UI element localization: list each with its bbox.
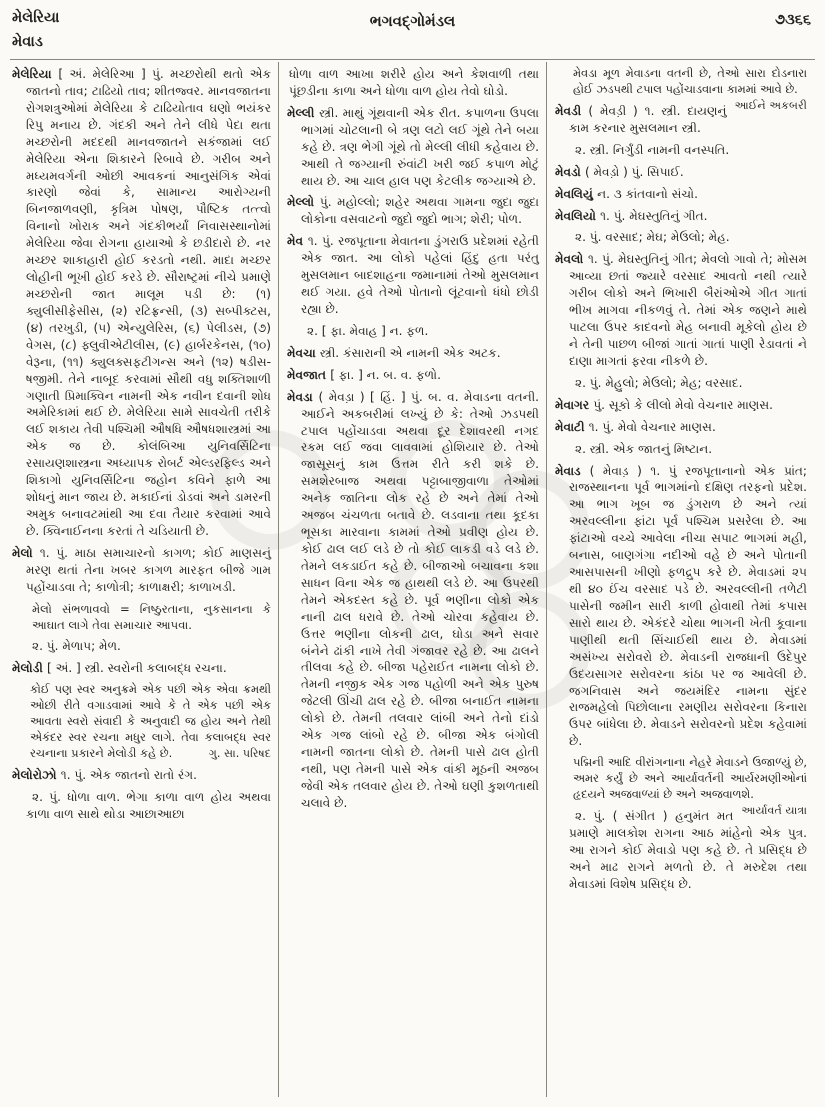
dictionary-entry: મેલો ૧. પું. માઠા સમાચારનો કાગળ; કોઈ માણસનું મરણ થતાં તેના ખબર કાગળ મારફત બીજે ગામ પહોંચાડવા તે; કાળોત્રી; કાળાક્ષરી; કાળાખડી.	[12, 545, 271, 594]
book-title: ભગવદ્ગોમંડલ	[369, 12, 456, 30]
headword: મેવલિયો	[555, 208, 601, 223]
page-number: ૭૩૬૬	[775, 12, 811, 28]
entry-sense: ૨. પું. મેહુલો; મેઉલો; મેહ; વરસાદ.	[575, 375, 743, 390]
headword: મેવલિયું	[555, 186, 598, 201]
entry-sense: ૨. પું. ( સંગીત ) હનુમંત મત પ્રમાણે માલકોશ રાગના આઠ માંહેનો એક પુત્ર. આ રાગને કોઈ મેવાડો પણ કહે છે. તે પ્રસિદ્ધ છે અને માઢ રાગને મળતો છે. તે મરુદેશ તથા મેવાડમાં વિશેષ પ્રસિદ્ધ છે.	[569, 809, 807, 891]
headword: મેવાટી	[555, 419, 589, 434]
entry-quote: મેવડા મૂળ મેવાડના વતની છે, તેઓ સારા દોડનારા હોઈ ઝડપથી ટપાલ પહોંચાડવાના કામમાં આવે છે. આઈને અકબરી	[573, 66, 807, 112]
entry-quote: પદ્મિની આદિ વીરાંગનાના નેહરે મેવાડને ઉજાળ્યું છે, અમર કર્યું છે અને આર્યાવર્તની આર્યરમણીઓનાં હૃદયને અજવાળ્યાં છે અને અજવાળશે. આર્યાવર્ત યાત્રા	[573, 755, 807, 818]
headword: મેલેરિયા	[12, 67, 59, 81]
dictionary-entry: મેવલિયું ન. ૩ કાંતવાનો સંચો.	[555, 186, 698, 201]
dictionary-entry: મેવાગર પું. સૂકો કે લીલો મેવો વેચનાર માણસ.	[555, 397, 773, 412]
entry-quote: કોઈ પણ સ્વર અનુક્રમે એક પછી એક એવા ક્રમથી ઓછી રીતે વગાડવામાં આવે કે તે એક પછી એક આવતા સ્વરો સંવાદી કે અનુવાદી જ હોય અને તેથી એકંદર સ્વર રચના મધુર લાગે. તેવા કલાબદ્ધ સ્વર રચનાના પ્રકારને મેલોડી કહે છે. ગુ. સા. પરિષદ	[30, 681, 271, 760]
headword: મેવજાત	[287, 367, 331, 382]
dictionary-entry: મેલોરોઝો ૧. પું. એક જાતનો રાતો રંગ.	[12, 767, 197, 782]
page-header	[10, 8, 815, 60]
entry-sense: ૨. સ્ત્રી. નિર્ગુંડી નામની વનસ્પતિ.	[575, 142, 730, 157]
dictionary-entry: મેલોડી [ અં. ] સ્ત્રી. સ્વરોની કલાબદ્ધ રચના.	[12, 660, 227, 675]
guide-word-top: મેલેરિયા	[12, 10, 60, 26]
headword: મેવલો	[555, 252, 588, 267]
entry-sense: ૨. પું. ધોળા વાળ. ભેગા કાળા વાળ હોય અથવા કાળા વાળ સાથે થોડા આછાઆછા	[26, 789, 271, 821]
dictionary-entry: મેવ ૧. પું. રજપૂતાના મેવાતના ડુંગરાઉ પ્રદેશમાં રહેતી એક જાત. આ લોકો પહેલાં હિંદુ હતા પરંતુ મુસલમાન બાદશાહના જમાનામાં તેઓ મુસલમાન થઈ ગયા. હવે તેઓ પોતાનો લૂંટવાનો ધંધો છોડી રહ્યા છે.	[287, 234, 539, 316]
headword: મેવાગર	[555, 397, 594, 412]
headword: મેલોરોઝો	[12, 767, 61, 782]
dictionary-entry: મેવડા ( મેવડ઼ા ) [ હિં. ] પું. બ. વ. મેવાડના વતની. આઈને અકબરીમાં લખ્યું છે કે: તેઓ ઝડપથી ટપાલ પહોંચાડવા અથવા દૂર દેશાવરથી નગદ રકમ લઈ જવા લાવવામાં હોશિયાર છે. તેઓ જાસૂસનું કામ ઉત્તમ રીતે કરી શકે છે. સમશેરબાજ અથવા પટ્ટાબાજીવાળા તેઓમાં અનેક જાતિના લોક રહે છે અને તેમાં તેઓ અજબ ચંચળતા બતાવે છે. લડવાના તથા કૂદકા ભૂસકા મારવાના કામમાં તેઓ પ્રવીણ હોય છે. કોઈ ઢાલ લઈ લડે છે તો કોઈ લાકડી વડે લડે છે. તેમને લકડાઈત કહે છે. બીજાઓ બચાવના કશા સાધન વિના એક જ હાથથી લડે છે. આ ઉપરથી તેમને એકદસ્ત કહે છે. પૂર્વ ભણીના લોકો એક નાની ઢાલ ધરાવે છે. તેઓ ચોરવા કહેવાય છે. ઉત્તર ભણીના લોકની ઢાલ, ઘોડા અને સવાર બંનેને ઢાંકી નાખે તેવી ગંજાવર રહે છે. આ ઢાલને તીલવા કહે છે. બીજા પહેરાઈત નામના લોકો છે. તેમની નજીક એક ગજ પહોળી અને એક પુરુષ જેટલી ઊંચી ઢાલ રહે છે. બીજા બનાઈત નામના લોકો છે. તેમની તલવાર લાંબી અને તેનો દાંડો એક ગજ લાંબો રહે છે. બીજા એક બંગોલી નામની જાતના લોકો છે. તેમની પાસે ઢાલ હોતી નથી, પણ તેમની પાસે એક વાંકી મૂઠની અજબ જેવી એક તલવાર હોય છે. તેઓ ઘણી કુશળતાથી ચલાવે છે.	[287, 389, 540, 810]
dictionary-entry: મેવડી ( મેવડ઼ી ) ૧. સ્ત્રી. દાયણનું કામ કરનાર મુસલમાન સ્ત્રી.	[555, 103, 727, 135]
header-divider	[10, 59, 815, 60]
entry-sense: ૨. પું. વરસાદ; મેઘ; મેઉલો; મેહ.	[575, 230, 730, 245]
dictionary-column-2	[278, 62, 546, 1097]
dictionary-entry: મેલ્લો પું. મહોલ્લો; શહેર અથવા ગામના જુદા જુદા લોકોના વસવાટનો જુદો જુદો ભાગ; શેરી; પોળ.	[287, 195, 539, 227]
entry-sense: ૨. પું. મેળાપ; મેળ.	[32, 639, 121, 654]
headword: મેવડી	[555, 103, 589, 118]
entry-idiom: મેલો સંભળાવવો = નિષ્ઠુરતાના, નુકસાનના કે આઘાત લાગે તેવા સમાચાર આપવા.	[32, 601, 271, 632]
quote-attribution: આઈને અકબરી	[734, 98, 807, 112]
headword: મેવાડ	[555, 463, 590, 478]
headword: મેવડો	[555, 164, 585, 179]
dictionary-entry: મેવાટી ૧. પું. મેવો વેચનાર માણસ.	[555, 419, 716, 434]
dictionary-entry: મેવલિયો ૧. પું. મેઘસ્તુતિનું ગીત.	[555, 208, 708, 223]
headword: મેલોડી	[12, 660, 48, 675]
headword: મેવડા	[287, 389, 319, 404]
guide-word-bottom: મેવાડ	[12, 34, 43, 50]
dictionary-entry: મેલ્લી સ્ત્રી. માથું ગૂંથવાની એક રીત. કપાળના ઉપલા ભાગમાં ચોટલાની બે ત્રણ લટો લઈ ગૂંથે તેને બયા કહે છે. ત્રણ ભેગી ગૂંથે તો મેલ્લી લીધી કહેવાય છે. આથી તે જગ્યાની રુંવાંટી ખરી જઈ કપાળ મોટું થાય છે. આ ચાલ હાલ પણ કેટલીક જગ્યાએ છે.	[287, 105, 539, 188]
entry-sense: ૨. સ્ત્રી. એક જાતનું મિષ્ટાન.	[575, 441, 713, 456]
entry-sense: ૨. [ ફા. મેવાહ ] ન. ફળ.	[307, 323, 429, 338]
quote-attribution: આર્યાવર્ત યાત્રા	[741, 804, 807, 818]
headword: મેલ્લો	[287, 195, 320, 210]
headword: મેવ	[287, 234, 308, 249]
entry-continuation: ધોળા વાળ આખા શરીરે હોય અને કેશવાળી તથા પૂંછડીના કાળા અને ધોળા વાળ હોય તેવો ઘોડો.	[289, 67, 539, 98]
dictionary-entry: મેવડો ( મેવડ઼ો ) પું. સિપાઈ.	[555, 164, 684, 179]
dictionary-entry: મેવાડ ( મેવાડ઼ ) ૧. પું રજપૂતાનાનો એક પ્રાંત; રાજસ્થાનના પૂર્વ ભાગમાંનો દક્ષિણ તરફનો પ્રદેશ. આ ભાગ ખૂબ જ ડુંગરાળ છે અને ત્યાં અરવલ્લીના ફાંટા પૂર્વ પશ્ચિમ પ્રસરેલા છે. આ ફાંટાઓ વચ્ચે આવેલા નીચા સપાટ ભાગમાં મહી, બનાસ, બાણગંગા નદીઓ વહે છે અને પોતાની આસપાસની ખીણો ફળદ્રુપ કરે છે. મેવાડમાં ૨૫ થી ૪૦ ઈંચ વરસાદ પડે છે. અરવલ્લીની તળેટી પાસેની જમીન સારી કાળી હોવાથી તેમાં કપાસ સારો થાય છે. એકંદરે ચોથા ભાગની ખેતી કૂવાના પાણીથી થતી સિંચાઈથી થાય છે. મેવાડમાં અસંખ્ય સરોવરો છે. મેવાડની રાજધાની ઉદેપુર ઉદયસાગર સરોવરના કાંઠા પર જ આવેલી છે. જગનિવાસ અને જયમંદિર નામના સુંદર રાજમહેલો પિછોલાના રમણીય સરોવરના કિનારા ઉપર બાંધેલા છે. મેવાડને સરોવરનો પ્રદેશ કહેવામાં છે.	[555, 463, 807, 749]
dictionary-entry: મેવચા સ્ત્રી. કંસારાની એ નામની એક અટક.	[287, 345, 501, 360]
dictionary-entry: મેવલો ૧. પું. મેઘસ્તુતિનું ગીત; મેવલો ગાવો તે; મોસમ આવ્યા છતાં જ્યારે વરસાદ આવતો નથી ત્યારે ગરીબ લોકો અને ભિખારી બૈરાંઓએ ગીત ગાતાં ભીખ માગવા નીકળવું તે. તેમાં એક જણને માથે પાટલા ઉપર કાદવનો મેહ બનાવી મૂકેલો હોય છે ને તેની પાછળ બીજાં ગાતાં ગાતાં પાણી રેડાવતાં ને દાણા માગતાં ફરવા નીકળે છે.	[555, 252, 807, 368]
dictionary-column-3	[546, 62, 814, 1097]
dictionary-entry: મેલેરિયા [ અં. મેલેરિઆ ] પું. મચ્છરોથી થતો એક જાતનો તાવ; ટાઢિયો તાવ; શીતજ્વર. માનવજાતના રોગશત્રુઓમાં મેલેરિયા કે ટાઢિયોતાવ ઘણો ભયંકર રિપુ મનાય છે. ગંદકી અને તેને લીધે પેદા થતા મચ્છરોની મદદથી માનવજાતને સકંજામાં લઈ મેલેરિયા એના શિકારને રિબાવે છે. ગરીબ અને મધ્યમવર્ગની ઓછી આવકનાં આનુસંગિક એવાં કારણો જેવાં કે, સામાન્ય આરોગ્યની બિનજાળવણી, કૃત્રિમ પોષણ, પૌષ્ટિક તત્ત્વો વિનાનો ખોરાક અને ગંદકીભર્યાં નિવાસસ્થાનોમાં મેલેરિયા જેવા રોગના હાયાઓ કે છડીદારો છે. નર મચ્છર શાકાહારી હોઈ કરડતો નથી. માદા મચ્છર લોહીની ભૂખી હોઈ કરડે છે. સૌરાષ્ટ્રમાં નીચે પ્રમાણે મચ્છરોની જાત માલૂમ પડી છે: (૧) ક્યુલીસીફેસીસ, (૨) રટિફ્રન્સી, (૩) સબ્પીક્ટસ, (૪) તરખુડી, (૫) એન્યુલેરિસ, (૬) પેલીડસ, (૭) વેગસ, (૮) ફ્લુવીએટીલીસ, (૯) હાર્બરકેનસ, (૧૦) વેરૂના, (૧૧) ક્યુલક્સફટીગન્સ અને (૧૨) ષડીસ-ષજીમી. તેને નાબૂદ કરવામાં સૌથી વધુ શક્તિશાળી ગણાતી પ્રિમાક્વિન નામની એક નવીન દવાની શોધ અમેરિકામાં થઈ છે. મેલેરિયા સામે સાવચેતી તરીકે લઈ શકાય તેવી પશ્ચિમી ઔષધિ ઔષધશાસ્ત્રમાં આ એક જ છે. કોલંબિઆ યુનિવર્સિટિના રસાયણશાસ્ત્રના અધ્યાપક રોબર્ટ એલ્ડરફિલ્ડ અને શિકાગો યુનિવર્સિટિના જહોન કવિને ફાળે આ શોધનું માન જાય છે. મકાઈનાં ડોડવાં અને ડામરની અમુક બનાવટમાંથી આ દવા તૈયાર કરવામાં આવે છે. ક્વિનાઈનના કરતાં તે ચડિયાતી છે.	[12, 67, 272, 538]
headword: મેવચા	[287, 345, 320, 360]
dictionary-column-1	[10, 62, 278, 1097]
dictionary-entry: મેવજાત [ ફા. ] ન. બ. વ. ફળો.	[287, 367, 441, 382]
column-container	[10, 62, 815, 1097]
headword: મેલો	[12, 545, 40, 560]
quote-attribution: ગુ. સા. પરિષદ	[208, 746, 271, 760]
headword: મેલ્લી	[287, 105, 320, 120]
